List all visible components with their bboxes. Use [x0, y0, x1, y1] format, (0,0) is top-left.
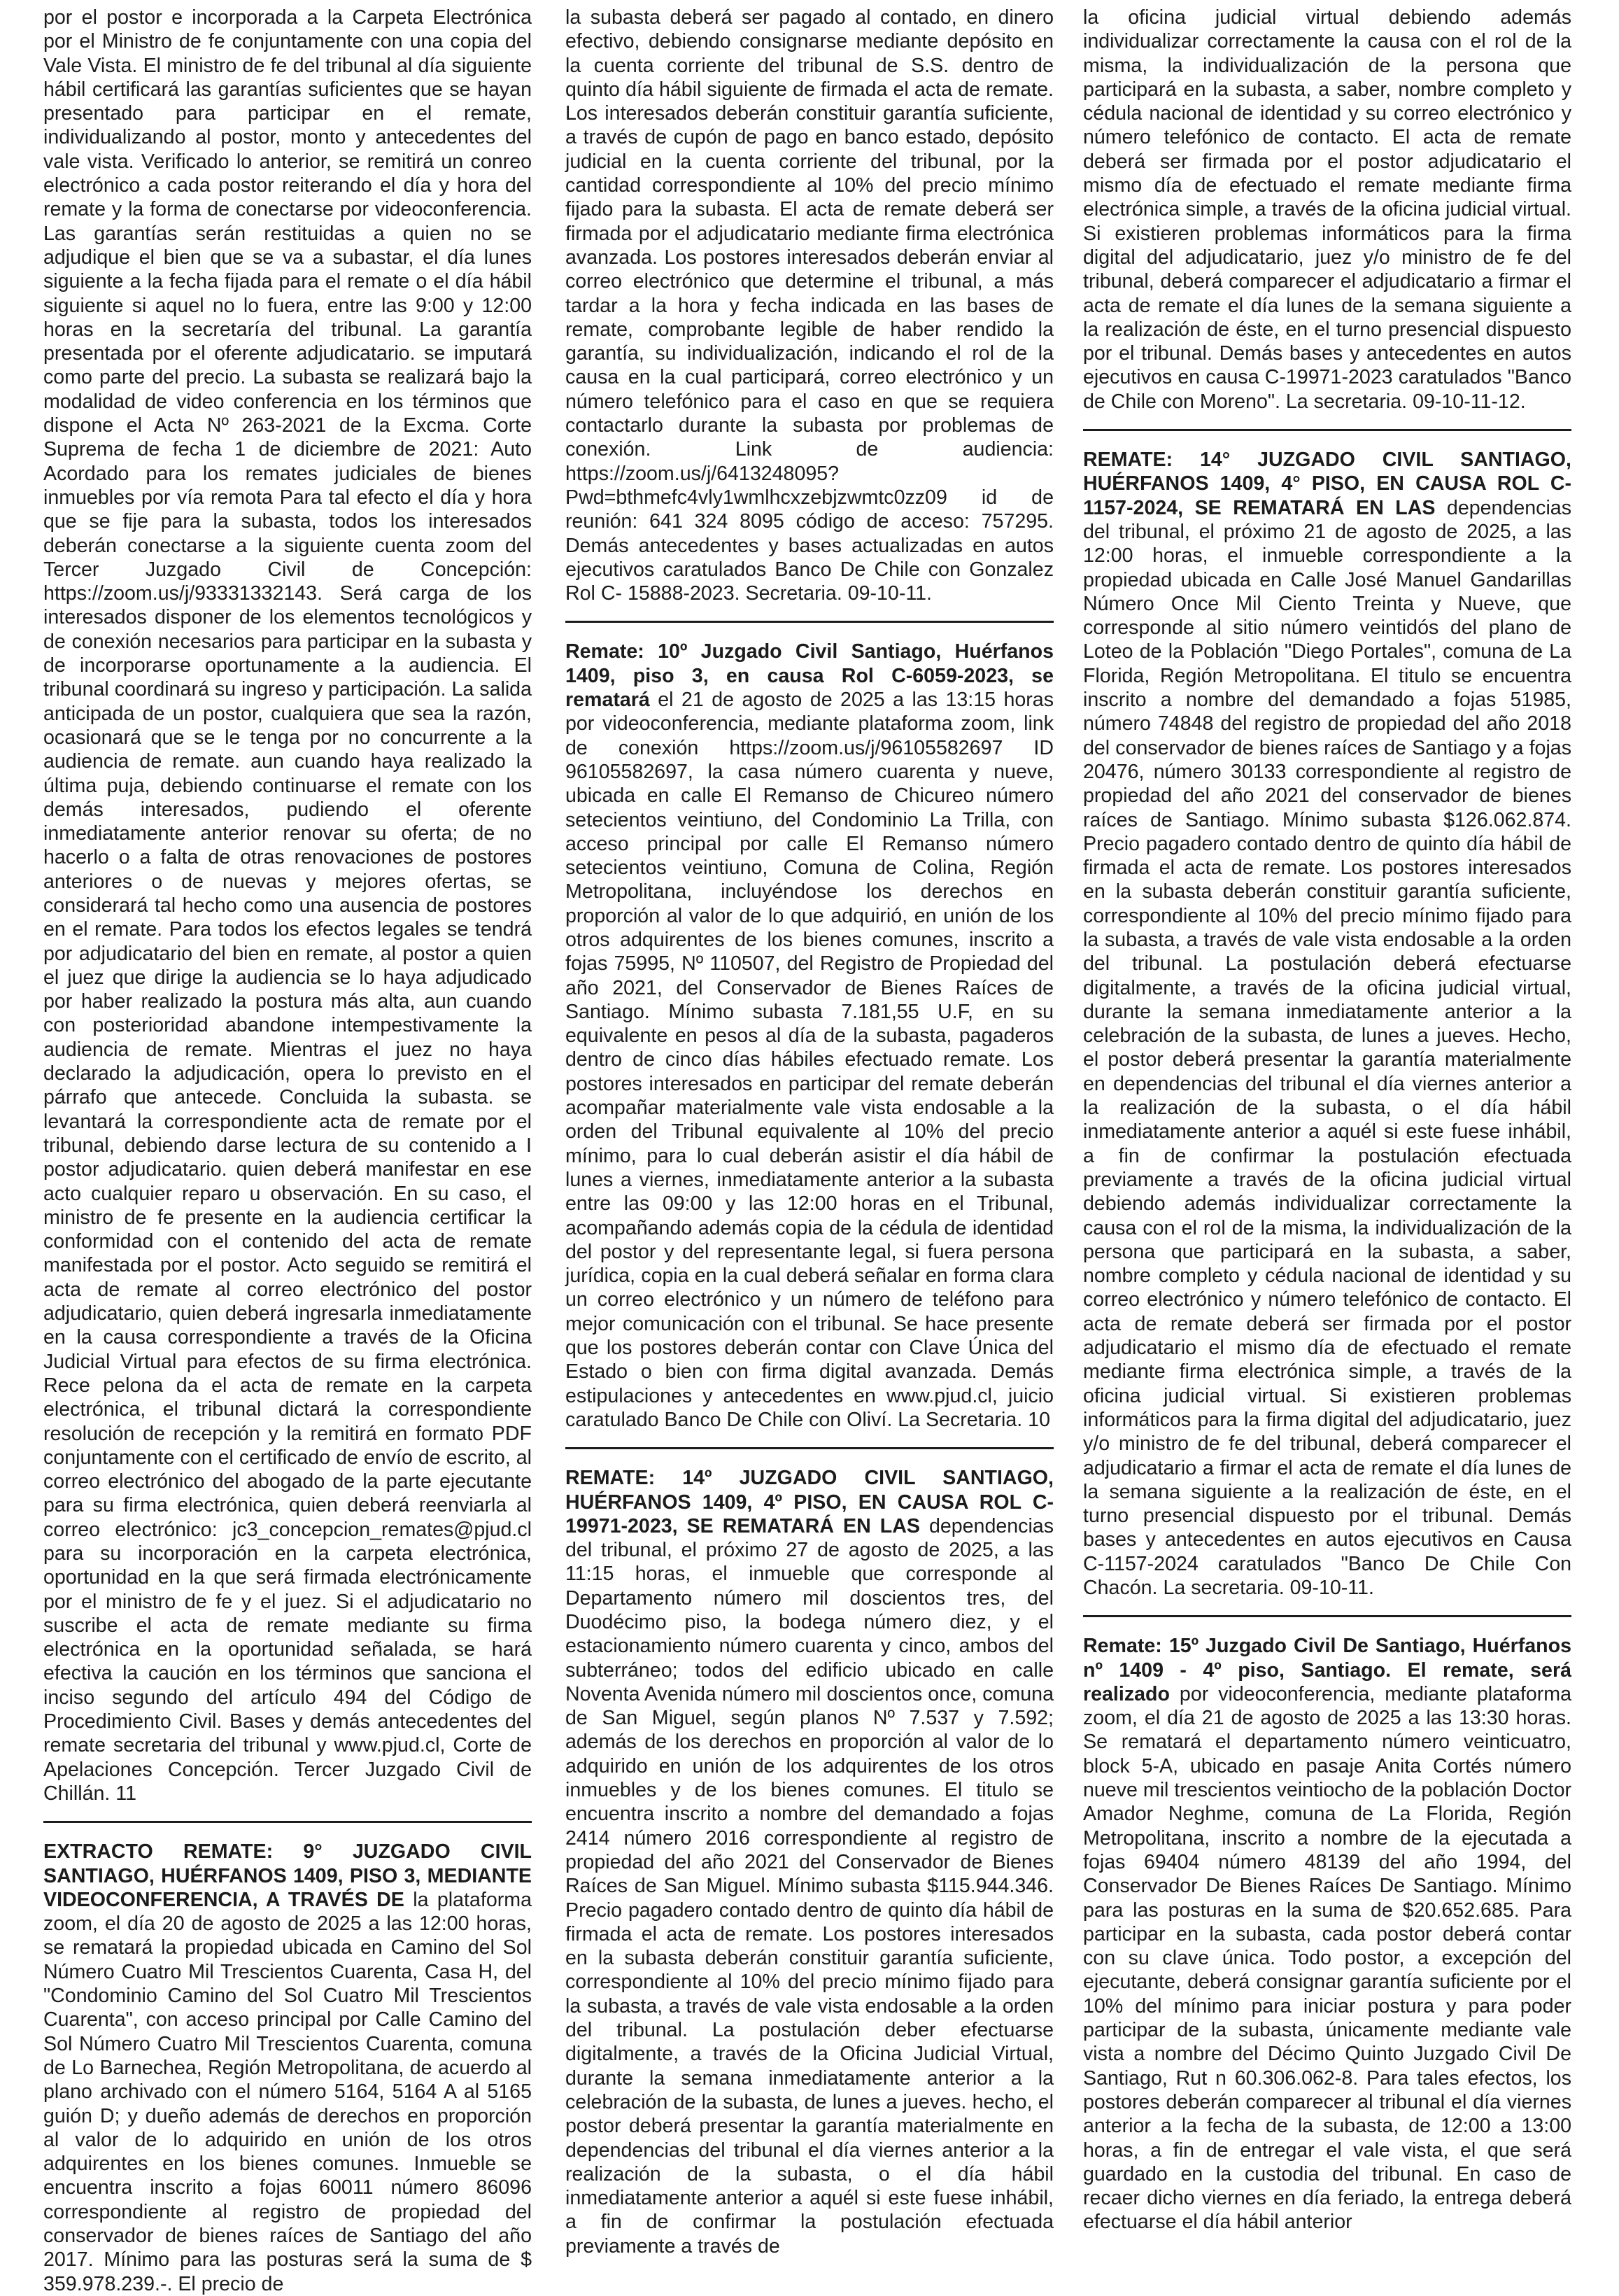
notice-divider [565, 621, 1054, 623]
notice-heading: REMATE: 14º JUZGADO CIVIL SANTIAGO, HUÉRFANOS 1409, 4º PISO, EN CAUSA ROL C-19971-2023, SE REMATARÁ EN LAS [565, 1467, 1054, 1537]
notice-body: la oficina judicial virtual debiendo además individualizar correctamente la causa con el rol de la misma, la individualización de la persona que participará en la subasta, a saber, nombre completo y cédula nacional de identidad y su correo electrónico y número telefónico de contacto. El acta de remate deberá ser firmada por el postor adjudicatario el mismo día de efectuado el remate mediante firma electrónica simple, a través de la oficina judicial virtual. Si existieren problemas informáticos para la firma digital del adjudicatario, juez y/o ministro de fe del tribunal, deberá comparecer el adjudicatario a firmar el acta de remate el día lunes de la semana siguiente a la realización de éste, en el turno presencial dispuesto por el tribunal. Demás bases y antecedentes en autos ejecutivos en causa C-19971-2023 caratulados "Banco de Chile con Moreno". La secretaria. 09-10-11-12. [1083, 6, 1571, 413]
notice-text [1083, 1634, 1571, 2234]
notice-15-juzgado [1083, 1634, 1571, 2234]
newspaper-column-3 [1083, 6, 1572, 2234]
notice-heading: Remate: 15º Juzgado Civil De Santiago, Huérfanos nº 1409 - 4º piso, Santiago. El remate, será realizado [1083, 1635, 1571, 1705]
notice-14-juzgado-c19971 [565, 1466, 1054, 2258]
notice-body: la subasta deberá ser pagado al contado, en dinero efectivo, debiendo consignarse mediante depósito en la cuenta corriente del tribunal de S.S. dentro de quinto día hábil siguiente de firmada el acta de remate. Los interesados deberán constituir garantía suficiente, a través de cupón de pago en banco estado, depósito judicial en la cuenta corriente del tribunal, por la cantidad correspondiente al 10% del precio mínimo fijado para la subasta. El acta de remate deberá ser firmada por el adjudicatario mediante firma electrónica avanzada. Los postores interesados deberán enviar al correo electrónico que determine el tribunal, a más tardar a la hora y fecha indicada en las bases de remate, comprobante legible de haber rendido la garantía, su individualización, indicando el rol de la causa en la cual participará, correo electrónico y un número telefónico para el caso en que se requiera contactarlo durante la subasta por problemas de conexión. Link de audiencia: https://zoom.us/j/6413248095?Pwd=bthmefc4vly1wmlhcxzebjzwmtc0zz09 id de reunión: 641 324 8095 código de acceso: 757295. Demás antecedentes y bases actualizadas en autos ejecutivos caratulados Banco De Chile con Gonzalez Rol C- 15888-2023. Secretaria. 09-10-11. [565, 6, 1054, 605]
notice-body: dependencias del tribunal, el próximo 21 de agosto de 2025, a las 12:00 horas, el inmueble correspondiente a la propiedad ubicada en Calle José Manuel Gandarillas Número Once Mil Ciento Treinta y Nueve, que corresponde al sitio número veintidós del plano de Loteo de la Población "Diego Portales", comuna de La Florida, Región Metropolitana. El titulo se encuentra inscrito a nombre del demandado a fojas 51985, número 74848 del registro de propiedad del año 2018 del conservador de bienes raíces de Santiago y a fojas 20476, número 30133 correspondiente al registro de propiedad del año 2021 del conservador de bienes raíces de Santiago. Mínimo subasta $126.062.874. Precio pagadero contado dentro de quinto día hábil de firmada el acta de remate. Los postores interesados en la subasta deberán constituir garantía suficiente, correspondiente al 10% del precio mínimo fijado para la subasta, a través de vale vista endosable a la orden del tribunal. La postulación deberá efectuarse digitalmente, a través de la oficina judicial virtual, durante la semana inmediatamente anterior a la celebración de la subasta, de lunes a jueves. Hecho, el postor deberá presentar la garantía materialmente en dependencias del tribunal el día viernes anterior a la realización de la subasta, o el día hábil inmediatamente anterior a aquél si este fuese inhábil, a fin de confirmar la postulación efectuada previamente a través de la oficina judicial virtual debiendo además individualizar correctamente la causa con el rol de la misma, la individualización de la persona que participará en la subasta, a saber, nombre completo y cédula nacional de identidad y su correo electrónico y número telefónico de contacto. El acta de remate deberá ser firmada por el postor adjudicatario el mismo día de efectuado el remate mediante firma electrónica simple, a través de la oficina judicial virtual. Si existieren problemas informáticos para la firma digital del adjudicatario, juez y/o ministro de fe del tribunal, deberá comparecer el adjudicatario a firmar el acta de remate el día lunes de la semana siguiente a la realización de éste, en el turno presencial dispuesto por el tribunal. Demás bases y antecedentes en autos ejecutivos en Causa C-1157-2024 caratulados "Banco De Chile Con Chacón. La secretaria. 09-10-11. [1083, 496, 1572, 1599]
newspaper-column-1 [43, 6, 532, 2295]
notice-heading: REMATE: 14° JUZGADO CIVIL SANTIAGO, HUÉRFANOS 1409, 4° PISO, EN CAUSA ROL C-1157-2024, SE REMATARÁ EN LAS [1083, 449, 1571, 519]
notice-heading: Remate: 10º Juzgado Civil Santiago, Huérfanos 1409, piso 3, en causa Rol C-6059-2023, se rematará [565, 640, 1054, 712]
notice-text [565, 1466, 1054, 2258]
notice-10-juzgado [565, 640, 1054, 1432]
notice-text [1083, 448, 1571, 1600]
notice-divider [43, 1821, 532, 1823]
newspaper-column-2 [565, 6, 1054, 2258]
notice-14-juzgado-c1157 [1083, 448, 1571, 1600]
notice-divider [565, 1447, 1054, 1449]
notice-body: por videoconferencia, mediante plataforma zoom, el día 21 de agosto de 2025 a las 13:30 horas. Se rematará el departamento número veinticuatro, block 5-A, ubicado en pasaje Anita Cortés número nueve mil trescientos veintiocho de la población Doctor Amador Neghme, comuna de La Florida, Región Metropolitana, inscrito a nombre de la ejecutada a fojas 69404 número 48139 del año 1994, del Conservador De Bienes Raíces De Santiago. Mínimo para las posturas en la suma de $20.652.685. Para participar en la subasta, cada postor deberá contar con su clave única. Todo postor, a excepción del ejecutante, deberá consignar garantía suficiente por el 10% del mínimo para iniciar postura y para poder participar de la subasta, únicamente mediante vale vista a nombre del Décimo Quinto Juzgado Civil De Santiago, Rut n 60.306.062-8. Para tales efectos, los postores deberán comparecer al tribunal el día viernes anterior a la fecha de la subasta, de 12:00 a 13:00 horas, a fin de entregar el vale vista, el que será guardado en la custodia del tribunal. En caso de recaer dicho viernes en día feriado, la entrega deberá efectuarse el día hábil anterior [1083, 1682, 1571, 2234]
notice-body: la plataforma zoom, el día 20 de agosto de 2025 a las 12:00 horas, se rematará la propiedad ubicada en Camino del Sol Número Cuatro Mil Trescientos Cuarenta, Casa H, del "Condominio Camino del Sol Cuatro Mil Trescientos Cuarenta", con acceso principal por Calle Camino del Sol Número Cuatro Mil Trescientos Cuarenta, comuna de Lo Barnechea, Región Metropolitana, de acuerdo al plano archivado con el número 5164, 5164 A al 5165 guión D; y dueño además de derechos en proporción al valor de lo adquirido en unión de los otros adquirentes en los bienes comunes. Inmueble se encuentra inscrito a fojas 60011 número 86096 correspondiente al registro de propiedad del conservador de bienes raíces de Santiago del año 2017. Mínimo para las posturas será la suma de $ 359.978.239.-. El precio de [43, 1888, 532, 2295]
notice-9-juzgado [43, 1840, 532, 2296]
notice-divider [1083, 1615, 1571, 1617]
notice-body: el 21 de agosto de 2025 a las 13:15 horas por videoconferencia, mediante plataforma zoom, link de conexión https://zoom.us/j/96105582697 ID 96105582697, la casa número cuarenta y nueve, ubicada en calle El Remanso de Chicureo número setecientos veintiuno, del Condominio La Trilla, con acceso principal por calle El Remanso número setecientos veintiuno, Comuna de Colina, Región Metropolitana, incluyéndose los derechos en proporción al valor de lo que adquirió, en unión de los otros adquirentes de los bienes comunes, inscrito a fojas 75995, Nº 110507, del Registro de Propiedad del año 2021, del Conservador de Bienes Raíces de Santiago. Mínimo subasta 7.181,55 U.F, en su equivalente en pesos al día de la subasta, pagaderos dentro de cinco días hábiles efectuado remate. Los postores interesados en participar del remate deberán acompañar materialmente vale vista endosable a la orden del Tribunal equivalente al 10% del precio mínimo, para lo cual deberán asistir el día hábil de lunes a viernes, inmediatamente anterior a la subasta entre las 09:00 y las 12:00 horas en el Tribunal, acompañando además copia de la cédula de identidad del postor y del representante legal, si fuera persona jurídica, copia en la cual deberá señalar en forma clara un correo electrónico y un número de teléfono para mejor comunicación con el tribunal. Se hace presente que los postores deberán contar con Clave Única del Estado o bien con firma digital avanzada. Demás estipulaciones y antecedentes en www.pjud.cl, juicio caratulado Banco De Chile con Oliví. La Secretaria. 10 [565, 689, 1054, 1431]
notice-body: por el postor e incorporada a la Carpeta Electrónica por el Ministro de fe conjuntamente con una copia del Vale Vista. El ministro de fe del tribunal al día siguiente hábil certificará las garantías suficientes que se hayan presentado para participar en el remate, individualizando al postor, monto y antecedentes del vale vista. Verificado lo anterior, se remitirá un conreo electrónico a cada postor reiterando el día y hora del remate y la forma de conectarse por videoconferencia. Las garantías serán restituidas a quien no se adjudique el bien que se va a subastar, el día lunes siguiente a la fecha fijada para el remate o el día hábil siguiente si aquel no lo fuera, entre las 9:00 y 12:00 horas en la secretaría del tribunal. La garantía presentada por el oferente adjudicatario. se imputará como parte del precio. La subasta se realizará bajo la modalidad de video conferencia en los términos que dispone el Acta Nº 263-2021 de la Excma. Corte Suprema de fecha 1 de diciembre de 2021: Auto Acordado para los remates judiciales de bienes inmuebles por vía remota Para tal efecto el día y hora que se fije para la subasta, todos los interesados deberán conectarse a la siguiente cuenta zoom del Tercer Juzgado Civil de Concepción: https://zoom.us/j/93331332143. Será carga de los interesados disponer de los elementos tecnológicos y de conexión necesarios para participar en la subasta y de incorporarse oportunamente a la audiencia. El tribunal coordinará su ingreso y participación. La salida anticipada de un postor, cualquiera que sea la razón, ocasionará que se le tenga por no concurrente a la audiencia de remate. aun cuando haya realizado la última puja, debiendo continuarse el remate con los demás interesados, pudiendo el oferente inmediatamente anterior renovar su oferta; de no hacerlo o a falta de otras renovaciones de postores anteriores o de nuevas y mejores ofertas, se considerará tal hecho como una ausencia de postores en el remate. Para todos los efectos legales se tendrá por adjudicatario del bien en remate, al postor a quien el juez que dirige la audiencia se lo haya adjudicado por haber realizado la postura más alta, aun cuando con posterioridad abandone intempestivamente la audiencia de remate. Mientras el juez no haya declarado la adjudicación, opera lo previsto en el párrafo que antecede. Concluida la subasta. se levantará la correspondiente acta de remate por el tribunal, debiendo darse lectura de su contenido a I postor adjudicatario. quien deberá manifestar en ese acto cualquier reparo u observación. En su caso, el ministro de fe presente en la audiencia certificar la conformidad con el contenido del acta de remate manifestada por el postor. Acto seguido se remitirá el acta de remate al correo electrónico del postor adjudicatario, quien deberá ingresarla inmediatamente en la causa correspondiente a través de la Oficina Judicial Virtual para efectos de su firma electrónica. Rece pelona da el acta de remate en la carpeta electrónica, el tribunal dictará la correspondiente resolución de recepción y la remitirá en formato PDF conjuntamente con el certificado de envío de escrito, al correo electrónico del abogado de la parte ejecutante para su firma electrónica, quien deberá reenviarla al correo electrónico: jc3_concepcion_remates@pjud.cl para su incorporación en la carpeta electrónica, oportunidad en la que será firmada electrónicamente por el ministro de fe y el juez. Si el adjudicatario no suscribe el acta de remate mediante su firma electrónica en la oportunidad señalada, se hará efectiva la caución en los términos que sanciona el inciso segundo del artículo 494 del Código de Procedimiento Civil. Bases y demás antecedentes del remate secretaria del tribunal y www.pjud.cl, Corte de Apelaciones Concepción. Tercer Juzgado Civil de Chillán. 11 [43, 6, 532, 1805]
notice-heading: EXTRACTO REMATE: 9° JUZGADO CIVIL SANTIAGO, HUÉRFANOS 1409, PISO 3, MEDIANTE VIDEOCONFERENCIA, A TRAVÉS DE [43, 1840, 532, 1911]
notice-text [43, 1840, 532, 2296]
notice-continuation [565, 6, 1054, 605]
notice-divider [1083, 429, 1571, 431]
notice-text [565, 640, 1054, 1432]
notice-continuation [1083, 6, 1571, 414]
notice-continuation [43, 6, 532, 1805]
notice-body: dependencias del tribunal, el próximo 27 de agosto de 2025, a las 11:15 horas, el inmueble que corresponde al Departamento número mil doscientos tres, del Duodécimo piso, la bodega número diez, y el estacionamiento número cuarenta y cinco, ambos del subterráneo; todos del edificio ubicado en calle Noventa Avenida número mil doscientos once, comuna de San Miguel, según planos Nº 7.537 y 7.592; además de los derechos en proporción al valor de lo adquirido en unión de los adquirentes de los otros inmuebles y de los bienes comunes. El titulo se encuentra inscrito a nombre del demandado a fojas 2414 número 2016 correspondiente al registro de propiedad del año 2021 del Conservador de Bienes Raíces de San Miguel. Mínimo subasta $115.944.346. Precio pagadero contado dentro de quinto día hábil de firmada el acta de remate. Los postores interesados en la subasta deberán constituir garantía suficiente, correspondiente al 10% del precio mínimo fijado para la subasta, a través de vale vista endosable a la orden del tribunal. La postulación deber efectuarse digitalmente, a través de la Oficina Judicial Virtual, durante la semana inmediatamente anterior a la celebración de la subasta, de lunes a jueves. hecho, el postor deberá presentar la garantía materialmente en dependencias del tribunal el día viernes anterior a la realización de la subasta, o el día hábil inmediatamente anterior a aquél si este fuese inhábil, a fin de confirmar la postulación efectuada previamente a través de [565, 1514, 1054, 2258]
